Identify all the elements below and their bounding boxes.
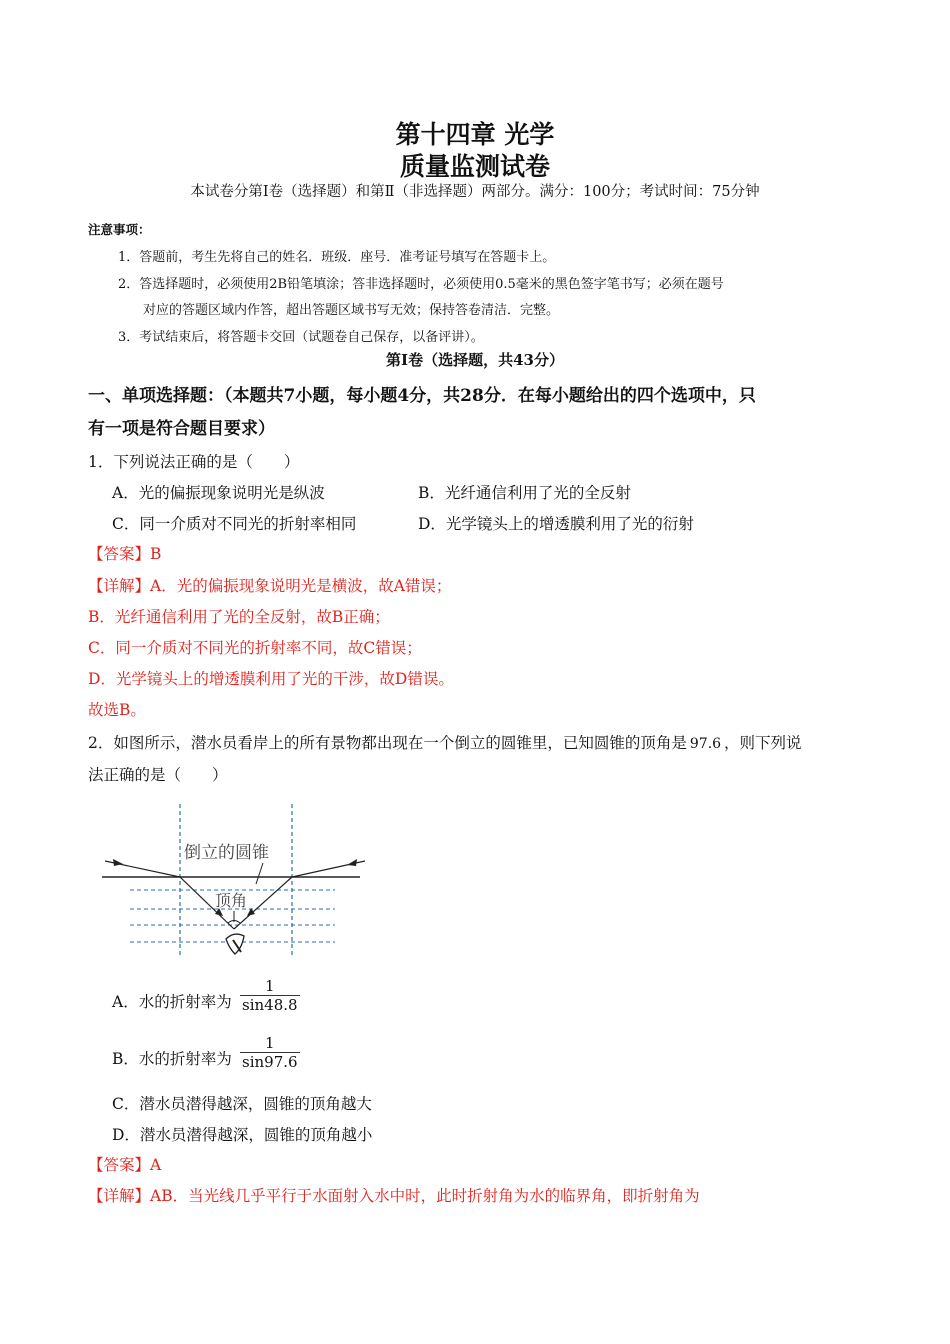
q1-option-a: A．光的偏振现象说明光是纵波 xyxy=(112,484,325,502)
q1-explain-1: 【详解】A．光的偏振现象说明光是横波，故A错误； xyxy=(88,577,452,595)
exam-info: 本试卷分第Ⅰ卷（选择题）和第Ⅱ（非选择题）两部分。满分：100分；考试时间：75分钟 xyxy=(190,184,760,200)
cone-label: 倒立的圆锥 xyxy=(184,843,269,863)
q2-stem-line1 xyxy=(88,731,802,753)
q2-option-c: C．潜水员潜得越深，圆锥的顶角越大 xyxy=(112,1095,372,1113)
cone-diagram xyxy=(95,798,375,968)
page-subtitle: 质量监测试卷 xyxy=(399,152,550,181)
q2-stem-line2: 法正确的是（ ） xyxy=(88,766,228,784)
q2-stem-tail: ，则下列说 xyxy=(724,734,802,752)
notice-item-3: 3．考试结束后，将答题卡交回（试题卷自己保存，以备评讲）。 xyxy=(118,330,484,345)
q2-stem-text: 2．如图所示，潜水员看岸上的所有景物都出现在一个倒立的圆锥里，已知圆锥的顶角是 xyxy=(88,734,687,752)
q1-explain-2: B．光纤通信利用了光的全反射，故B正确； xyxy=(88,608,390,626)
apex-label: 顶角 xyxy=(215,891,248,910)
q2-option-b-fraction: $\frac{1}{\sin 97.6}$ xyxy=(242,1034,298,1071)
q2-option-a: A．水的折射率为 xyxy=(112,993,232,1011)
q2-option-a-fraction: $\frac{1}{\sin 48.8}$ xyxy=(242,977,298,1014)
q1-option-c: C．同一介质对不同光的折射率相同 xyxy=(112,515,357,533)
notice-item-2-cont: 对应的答题区域内作答，超出答题区域书写无效；保持答卷清洁．完整。 xyxy=(143,303,560,318)
q2-answer: 【答案】A xyxy=(88,1156,162,1174)
section-heading-line2: 有一项是符合题目要求） xyxy=(88,419,275,439)
section-heading-line1: 一、单项选择题：（本题共7小题，每小题4分，共28分．在每小题给出的四个选项中，只 xyxy=(88,386,756,406)
q2-explain-1: 【详解】AB．当光线几乎平行于水面射入水中时，此时折射角为水的临界角，即折射角为 xyxy=(88,1187,700,1205)
q2-stem-value: 97.6 xyxy=(689,736,722,752)
q1-option-d: D．光学镜头上的增透膜利用了光的衍射 xyxy=(418,515,694,533)
part1-heading: 第Ⅰ卷（选择题，共43分） xyxy=(386,351,564,369)
notice-heading: 注意事项： xyxy=(88,222,151,237)
q1-explain-4: D．光学镜头上的增透膜利用了光的干涉，故D错误。 xyxy=(88,670,454,688)
q2-option-b: B．水的折射率为 xyxy=(112,1050,232,1068)
notice-item-2: 2．答选择题时，必须使用2B铅笔填涂；答非选择题时，必须使用0.5毫米的黑色签字笔书写；必须在题号 xyxy=(118,277,724,292)
q1-explain-5: 故选B。 xyxy=(88,701,146,719)
q1-stem: 1．下列说法正确的是（ ） xyxy=(88,453,300,471)
q1-explain-3: C．同一介质对不同光的折射率不同，故C错误； xyxy=(88,639,422,657)
q1-answer: 【答案】B xyxy=(88,545,162,563)
q1-option-b: B．光纤通信利用了光的全反射 xyxy=(418,484,631,502)
page-title: 第十四章 光学 xyxy=(395,120,555,149)
q2-option-d: D．潜水员潜得越深，圆锥的顶角越小 xyxy=(112,1126,373,1144)
notice-item-1: 1．答题前，考生先将自己的姓名．班级．座号．准考证号填写在答题卡上。 xyxy=(118,250,556,265)
